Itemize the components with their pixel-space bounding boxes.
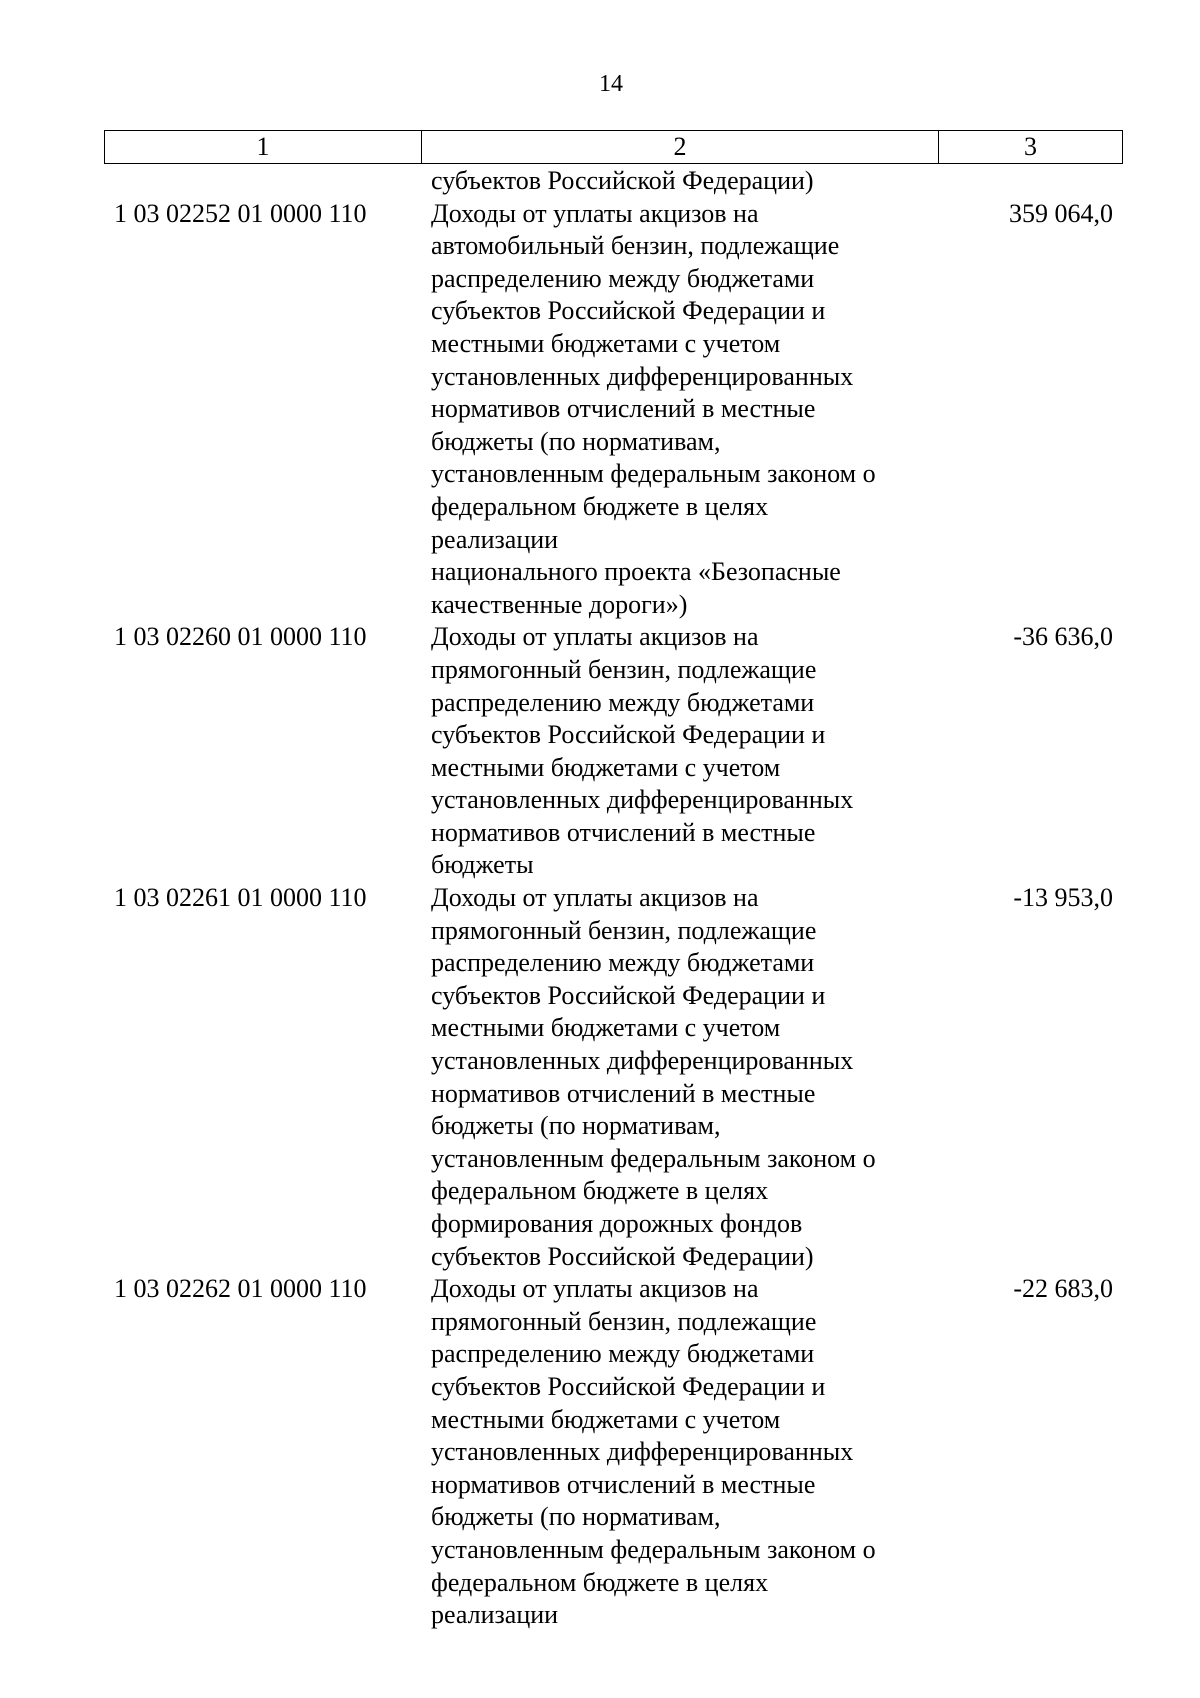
description-line: прямогонный бензин, подлежащие [431, 915, 817, 945]
income-description [431, 165, 951, 198]
description-line: Доходы от уплаты акцизов на [431, 622, 759, 652]
description-line: автомобильный бензин, подлежащие [431, 231, 840, 261]
table-header-row [104, 130, 1123, 164]
column-header-3: 3 [1024, 132, 1037, 161]
description-line: национального проекта «Безопасные [431, 557, 841, 587]
description-line: нормативов отчислений в местные [431, 394, 816, 424]
table-row [0, 621, 1200, 882]
description-line: субъектов Российской Федерации и [431, 296, 826, 326]
description-line: субъектов Российской Федерации и [431, 980, 826, 1010]
description-line: Доходы от уплаты акцизов на [431, 883, 759, 913]
description-line: Доходы от уплаты акцизов на [431, 1274, 759, 1304]
description-line: федеральном бюджете в целях [431, 1176, 769, 1206]
description-line: субъектов Российской Федерации) [431, 166, 814, 195]
description-line: распределению между бюджетами [431, 687, 815, 717]
description-line: федеральном бюджете в целях [431, 491, 769, 521]
amount: 359 064,0 [1009, 198, 1113, 228]
page-number: 14 [599, 71, 623, 97]
budget-code: 1 03 02262 01 0000 110 [114, 1274, 367, 1304]
column-header-1: 1 [105, 131, 422, 163]
table-row [0, 1273, 1200, 1632]
amount: -22 683,0 [1013, 1274, 1113, 1304]
amount: -13 953,0 [1013, 883, 1113, 913]
budget-code: 1 03 02260 01 0000 110 [114, 622, 367, 652]
description-line: Доходы от уплаты акцизов на [431, 198, 759, 228]
description-line: бюджеты (по нормативам, [431, 1502, 721, 1532]
description-line: субъектов Российской Федерации и [431, 1371, 826, 1401]
description-line: распределению между бюджетами [431, 263, 815, 293]
description-line: нормативов отчислений в местные [431, 817, 816, 847]
description-line: бюджеты (по нормативам, [431, 1111, 721, 1141]
table-row [0, 882, 1200, 1273]
amount: -36 636,0 [1013, 622, 1113, 652]
income-description [431, 882, 951, 1273]
table-body [0, 165, 1200, 1632]
description-line: местными бюджетами с учетом [431, 752, 781, 782]
description-line: установленным федеральным законом о [431, 459, 876, 489]
description-line: нормативов отчислений в местные [431, 1469, 816, 1499]
description-line: установленным федеральным законом о [431, 1143, 876, 1173]
description-line: установленных дифференцированных [431, 1437, 854, 1467]
column-header-2: 2 [422, 131, 939, 163]
budget-code: 1 03 02261 01 0000 110 [114, 883, 367, 913]
table-row [0, 165, 1200, 198]
description-line: качественные дороги») [431, 589, 688, 619]
budget-code: 1 03 02252 01 0000 110 [114, 198, 367, 228]
description-line: бюджеты [431, 850, 534, 880]
income-description [431, 1273, 951, 1632]
description-line: реализации [431, 1600, 559, 1630]
description-line: местными бюджетами с учетом [431, 1404, 781, 1434]
income-description [431, 621, 951, 882]
table-row [0, 198, 1200, 622]
description-line: прямогонный бензин, подлежащие [431, 654, 817, 684]
description-line: нормативов отчислений в местные [431, 1078, 816, 1108]
description-line: распределению между бюджетами [431, 1339, 815, 1369]
description-line: прямогонный бензин, подлежащие [431, 1306, 817, 1336]
description-line: распределению между бюджетами [431, 948, 815, 978]
description-line: бюджеты (по нормативам, [431, 426, 721, 456]
description-line: установленных дифференцированных [431, 1046, 854, 1076]
description-line: субъектов Российской Федерации) [431, 1241, 814, 1271]
description-line: федеральном бюджете в целях [431, 1567, 769, 1597]
description-line: установленных дифференцированных [431, 361, 854, 391]
description-line: установленных дифференцированных [431, 785, 854, 815]
description-line: реализации [431, 524, 559, 554]
description-line: местными бюджетами с учетом [431, 328, 781, 358]
description-line: формирования дорожных фондов [431, 1209, 803, 1238]
description-line: установленным федеральным законом о [431, 1534, 876, 1564]
description-line: субъектов Российской Федерации и [431, 720, 826, 750]
income-description [431, 198, 951, 622]
description-line: местными бюджетами с учетом [431, 1013, 781, 1043]
